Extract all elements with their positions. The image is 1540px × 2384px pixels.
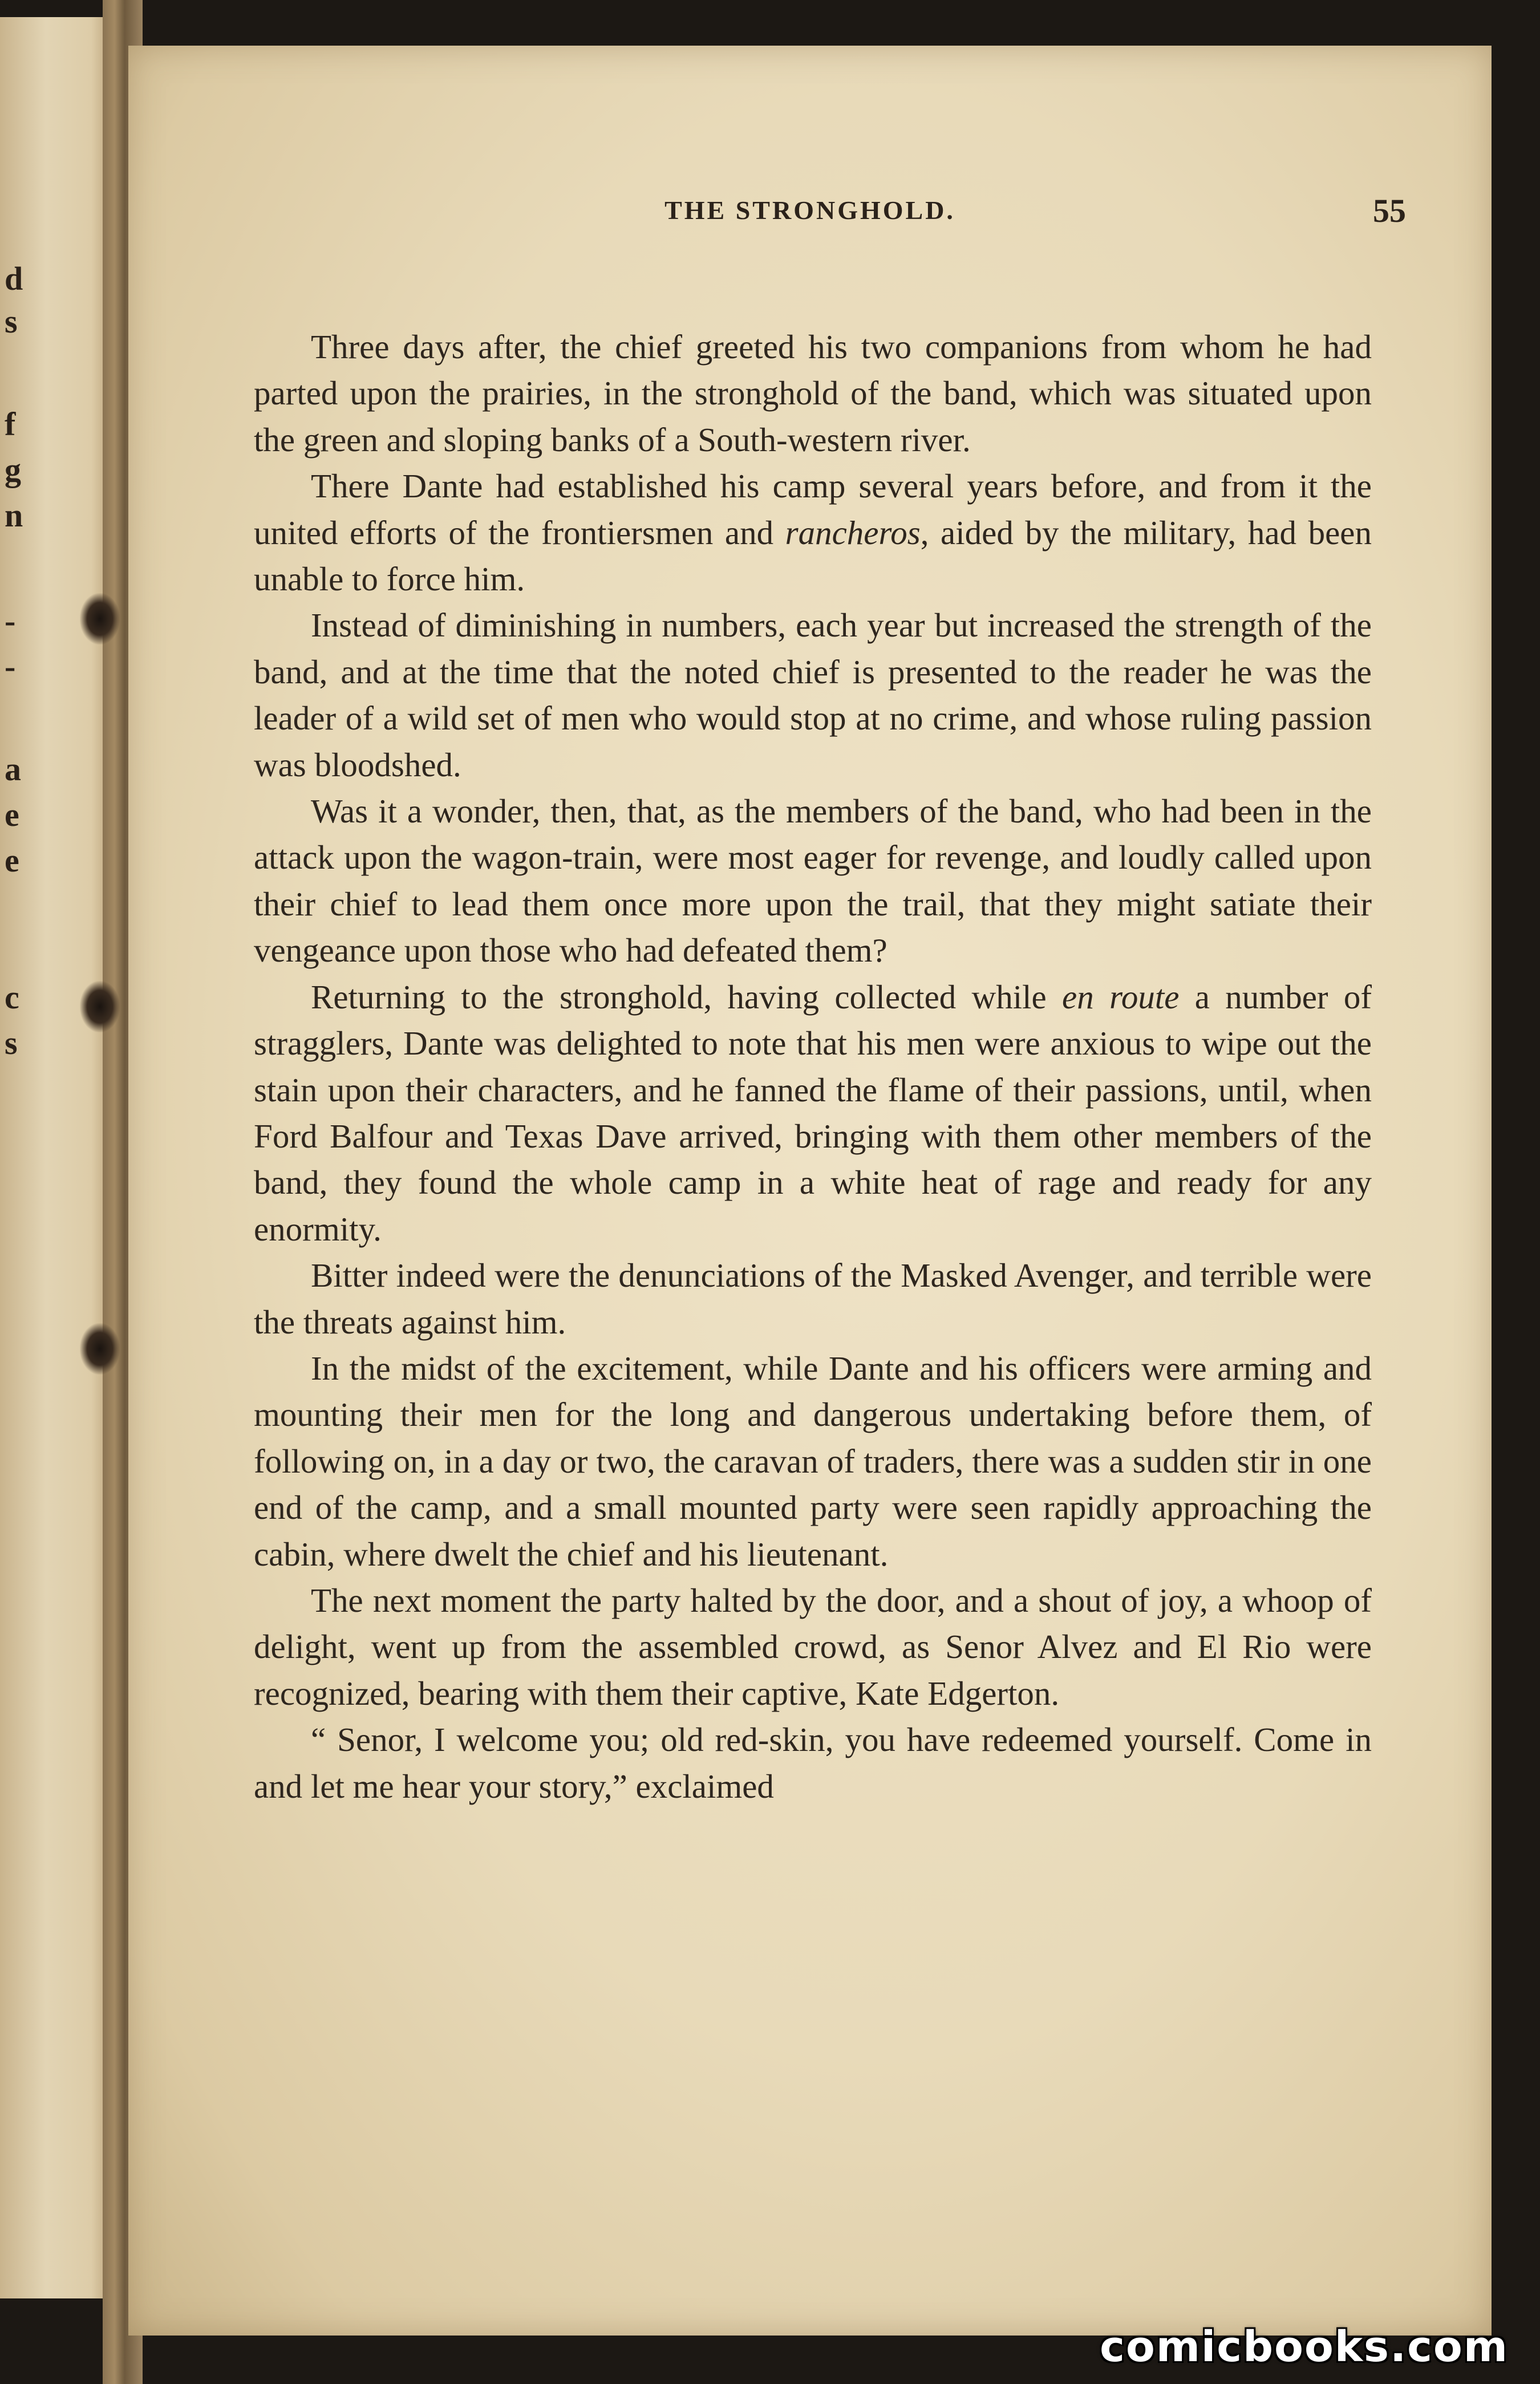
paragraph-text: In the midst of the excitement, while Dante and his officers were arming and mounting their men for the long and dangerous undertaking before them, of following on, in a day or two, the caravan of traders, there was a sudden stir in one end of the camp, and a small mounted party were seen rapidly approaching the cabin, where dwelt the chief and his lieutenant. [254, 1349, 1372, 1573]
binding-stitch-hole [80, 593, 120, 644]
page-number: 55 [1373, 192, 1406, 229]
paragraph [254, 602, 1372, 788]
edge-char: n [5, 497, 23, 534]
edge-char: s [5, 303, 18, 340]
paragraph [254, 1578, 1372, 1717]
paragraph-text: Three days after, the chief greeted his two companions from whom he had parted upon the prairies, in the stronghold of the band, which was situated upon the green and sloping banks of a South-western river. [254, 328, 1372, 459]
paragraph [254, 974, 1372, 1252]
edge-char: e [5, 842, 19, 879]
edge-char: c [5, 979, 19, 1016]
body-text [254, 324, 1372, 1810]
watermark: comicbooks.com [1100, 2322, 1509, 2371]
edge-char: e [5, 796, 19, 833]
paragraph-text: a number of stragglers, Dante was delighted to note that his men were anxious to wipe out the stain upon their characters, and he fanned the flame of their passions, until, when Ford Balfour and Texas Dave arrived, bringing with them other members of the band, they found the whole camp in a white heat of rage and ready for any enormity. [254, 978, 1372, 1248]
paragraph-text: There Dante had established his camp several years before, and from it the united efforts of the frontiersmen and [254, 467, 1372, 552]
book-page [128, 46, 1492, 2336]
paragraph-text: The next moment the party halted by the door, and a shout of joy, a whoop of delight, went up from the assembled crowd, as Senor Alvez and El Rio were recognized, bearing with them their captive, Kate Edgerton. [254, 1581, 1372, 1712]
italic-text: rancheros [785, 513, 921, 552]
edge-char: f [5, 406, 16, 443]
binding-stitch-hole [80, 981, 120, 1032]
previous-page-edge [0, 17, 114, 2298]
paragraph-text: Bitter indeed were the denunciations of the Masked Avenger, and terrible were the threats against him. [254, 1256, 1372, 1341]
italic-text: en route [1062, 978, 1180, 1016]
paragraph [254, 1717, 1372, 1810]
page-header [128, 192, 1492, 241]
binding-stitch-hole [80, 1323, 120, 1375]
edge-char: - [5, 648, 16, 685]
paragraph-text: “ Senor, I welcome you; old red-skin, you have redeemed yourself. Come in and let me hear your story,” exclaimed [254, 1721, 1372, 1805]
paragraph-text: , aided by the military, had been unable to force him. [254, 513, 1372, 598]
paragraph [254, 788, 1372, 974]
edge-char: - [5, 602, 16, 639]
paragraph [254, 1252, 1372, 1345]
paragraph-text: Instead of diminishing in numbers, each year but increased the strength of the band, and at the time that the noted chief is presented to the reader he was the leader of a wild set of men who would stop at no crime, and whose ruling passion was bloodshed. [254, 606, 1372, 784]
paragraph-text: Was it a wonder, then, that, as the members of the band, who had been in the attack upon the wagon-train, were most eager for revenge, and loudly called upon their chief to lead them once more upon the trail, that they might satiate their vengeance upon those who had defeated them? [254, 792, 1372, 970]
running-head: THE STRONGHOLD. [664, 196, 955, 225]
edge-char: a [5, 751, 21, 788]
paragraph [254, 463, 1372, 602]
paragraph [254, 1345, 1372, 1578]
paragraph-text: Returning to the stronghold, having collected while [311, 978, 1063, 1016]
edge-char: g [5, 451, 21, 488]
paragraph [254, 324, 1372, 463]
edge-char: s [5, 1024, 18, 1061]
edge-char: d [5, 260, 23, 297]
